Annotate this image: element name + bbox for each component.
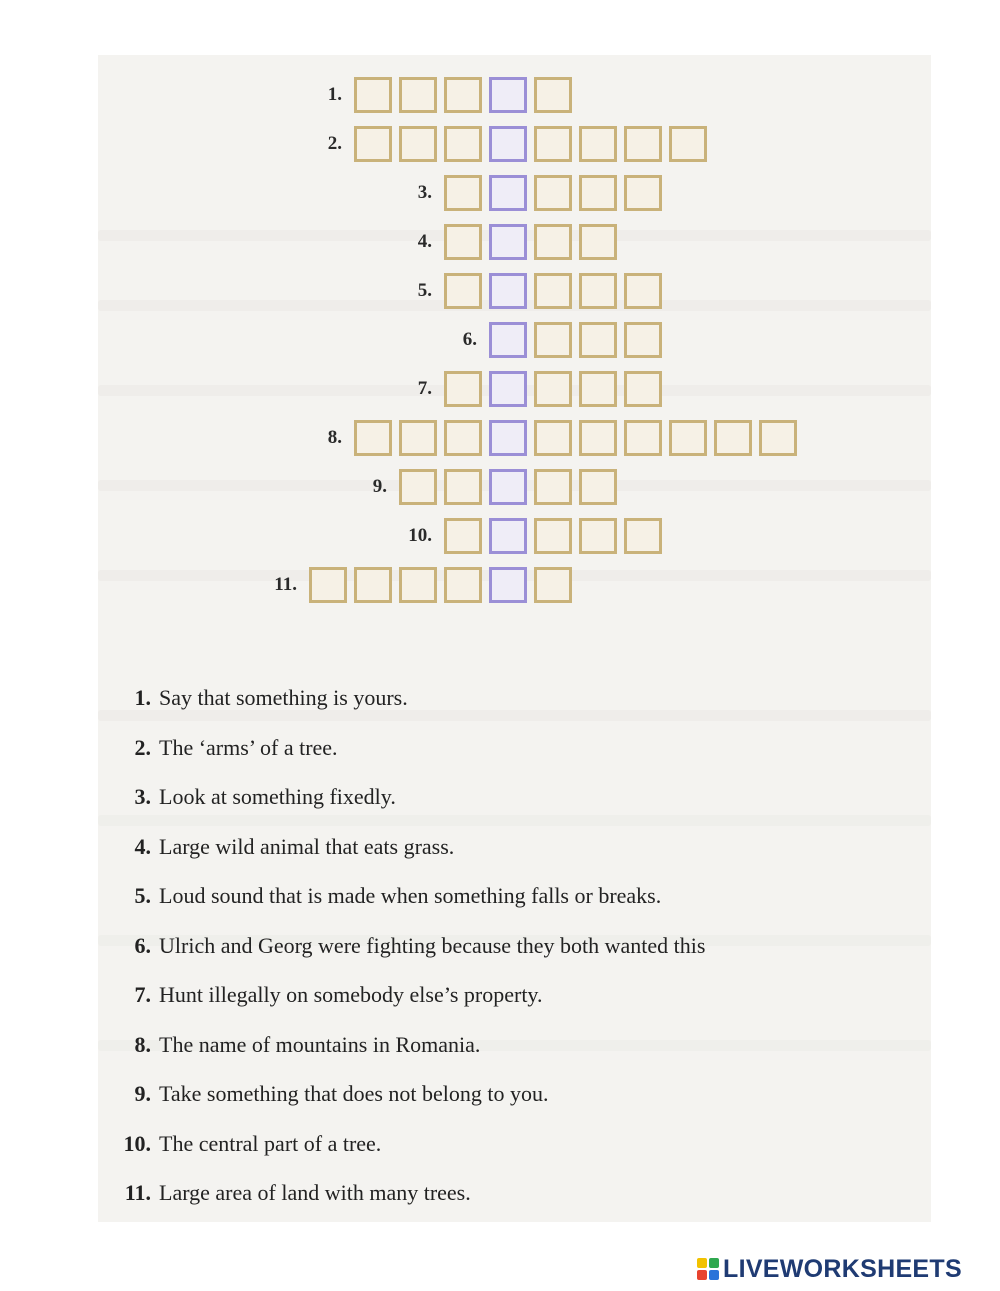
answer-cell[interactable] [669, 126, 707, 162]
answer-cell[interactable] [579, 175, 617, 211]
clue-item [98, 685, 931, 711]
clue-item [98, 834, 931, 860]
crossword-grid [98, 55, 931, 675]
answer-cell[interactable] [579, 126, 617, 162]
answer-cell[interactable] [534, 77, 572, 113]
brand-icon [697, 1258, 719, 1280]
clue-number: 11. [124, 1180, 151, 1205]
answer-cell[interactable] [624, 420, 662, 456]
key-column-cell[interactable] [489, 469, 527, 505]
key-column-cell[interactable] [489, 175, 527, 211]
answer-cell[interactable] [309, 567, 347, 603]
answer-cell[interactable] [759, 420, 797, 456]
answer-cell[interactable] [534, 126, 572, 162]
row-number: 1. [327, 84, 342, 105]
answer-cell[interactable] [444, 273, 482, 309]
clue-number: 6. [134, 932, 151, 958]
answer-cell[interactable] [354, 567, 392, 603]
answer-cell[interactable] [624, 371, 662, 407]
answer-cell[interactable] [444, 371, 482, 407]
row-number: 5. [417, 280, 432, 301]
answer-cell[interactable] [579, 420, 617, 456]
clue-item [98, 735, 931, 761]
clue-text: Hunt illegally on somebody else’s property. [159, 982, 543, 1007]
clue-item [98, 883, 931, 909]
clue-item [98, 784, 931, 810]
row-number: 8. [327, 427, 342, 448]
answer-cell[interactable] [444, 224, 482, 260]
answer-cell[interactable] [399, 469, 437, 505]
brand-name: LIVEWORKSHEETS [723, 1254, 962, 1283]
clue-number: 1. [134, 685, 151, 710]
answer-cell[interactable] [399, 567, 437, 603]
answer-cell[interactable] [534, 175, 572, 211]
row-number: 4. [417, 231, 432, 252]
answer-cell[interactable] [534, 322, 572, 358]
key-column-cell[interactable] [489, 518, 527, 554]
answer-cell[interactable] [579, 322, 617, 358]
clue-text: Ulrich and Georg were fighting because they both wanted this [159, 932, 706, 958]
row-number: 6. [462, 329, 477, 350]
answer-cell[interactable] [534, 518, 572, 554]
clue-number: 2. [134, 734, 151, 760]
answer-cell[interactable] [534, 567, 572, 603]
answer-cell[interactable] [579, 518, 617, 554]
answer-cell[interactable] [714, 420, 752, 456]
clue-number: 8. [134, 1031, 151, 1057]
key-column-cell[interactable] [489, 322, 527, 358]
row-number: 9. [372, 476, 387, 497]
answer-cell[interactable] [399, 77, 437, 113]
answer-cell[interactable] [624, 322, 662, 358]
key-column-cell[interactable] [489, 371, 527, 407]
clue-text: Take something that does not belong to you. [159, 1081, 549, 1106]
answer-cell[interactable] [534, 224, 572, 260]
answer-cell[interactable] [579, 224, 617, 260]
row-number: 10. [408, 525, 432, 546]
answer-cell[interactable] [354, 126, 392, 162]
answer-cell[interactable] [444, 77, 482, 113]
clue-text: Say that something is yours. [159, 685, 408, 710]
answer-cell[interactable] [534, 371, 572, 407]
answer-cell[interactable] [579, 469, 617, 505]
answer-cell[interactable] [444, 175, 482, 211]
clue-item [98, 1081, 931, 1107]
clue-number: 7. [134, 982, 151, 1007]
answer-cell[interactable] [444, 126, 482, 162]
answer-cell[interactable] [399, 420, 437, 456]
row-number: 3. [417, 182, 432, 203]
answer-cell[interactable] [624, 518, 662, 554]
key-column-cell[interactable] [489, 273, 527, 309]
answer-cell[interactable] [624, 126, 662, 162]
answer-cell[interactable] [444, 469, 482, 505]
key-column-cell[interactable] [489, 420, 527, 456]
clue-text: The central part of a tree. [159, 1130, 382, 1156]
clue-item [98, 933, 931, 959]
answer-cell[interactable] [399, 126, 437, 162]
answer-cell[interactable] [624, 273, 662, 309]
answer-cell[interactable] [444, 518, 482, 554]
clue-number: 9. [134, 1081, 151, 1106]
clue-text: Look at something fixedly. [159, 784, 396, 809]
answer-cell[interactable] [444, 420, 482, 456]
key-column-cell[interactable] [489, 126, 527, 162]
faded-background-text [98, 710, 931, 721]
row-number: 11. [274, 574, 297, 595]
clue-text: The name of mountains in Romania. [159, 1031, 481, 1057]
clue-number: 5. [134, 883, 151, 908]
key-column-cell[interactable] [489, 567, 527, 603]
key-column-cell[interactable] [489, 77, 527, 113]
liveworksheets-logo [697, 1254, 962, 1284]
key-column-cell[interactable] [489, 224, 527, 260]
answer-cell[interactable] [444, 567, 482, 603]
answer-cell[interactable] [534, 420, 572, 456]
answer-cell[interactable] [624, 175, 662, 211]
clue-text: The ‘arms’ of a tree. [159, 734, 338, 760]
worksheet-page [98, 55, 931, 1222]
row-number: 7. [417, 378, 432, 399]
clue-item [98, 982, 931, 1008]
clue-item [98, 1032, 931, 1058]
clue-number: 10. [123, 1130, 151, 1156]
answer-cell[interactable] [534, 469, 572, 505]
answer-cell[interactable] [354, 77, 392, 113]
answer-cell[interactable] [354, 420, 392, 456]
clue-item [98, 1131, 931, 1157]
row-number: 2. [327, 133, 342, 154]
clue-text: Large area of land with many trees. [159, 1180, 471, 1205]
clue-number: 4. [134, 833, 151, 859]
clue-number: 3. [134, 784, 151, 809]
answer-cell[interactable] [579, 371, 617, 407]
faded-background-text [98, 815, 931, 826]
answer-cell[interactable] [579, 273, 617, 309]
clue-item [98, 1180, 931, 1206]
clue-text: Large wild animal that eats grass. [159, 833, 455, 859]
clue-text: Loud sound that is made when something falls or breaks. [159, 883, 662, 908]
answer-cell[interactable] [534, 273, 572, 309]
answer-cell[interactable] [669, 420, 707, 456]
